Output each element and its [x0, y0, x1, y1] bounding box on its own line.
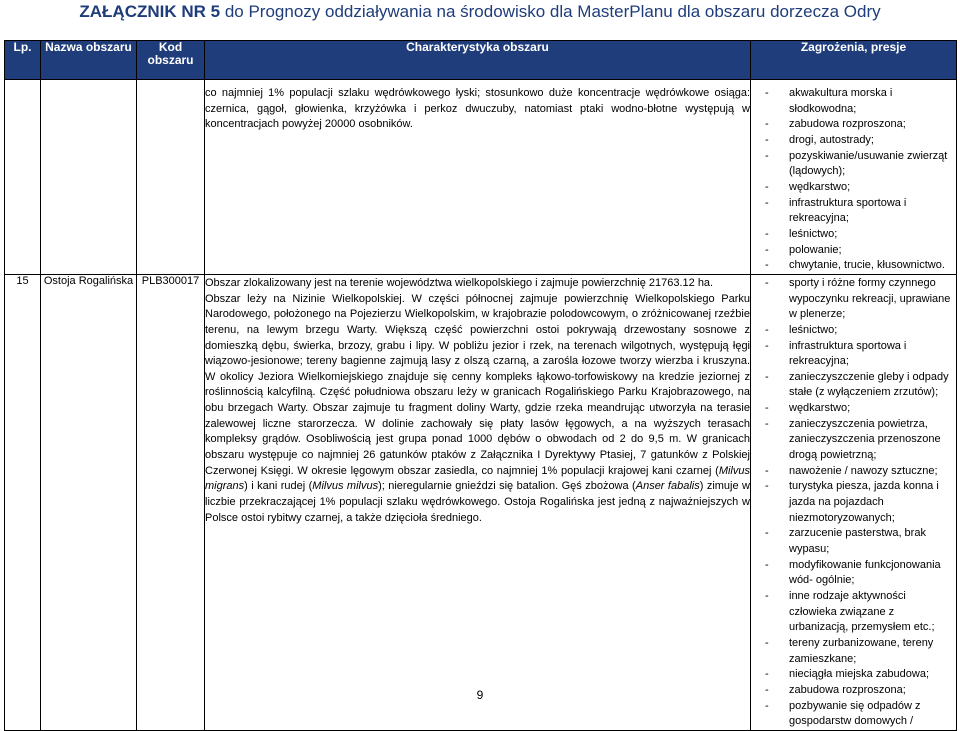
characteristics-text: co najmniej 1% populacji szlaku wędrówkowego łyski; stosunkowo duże koncentracje wędrówkowe osiąga: czernica, gągoł, głowienka, krzyżówka i perkoz dwuczuby, natomiast ptaki wodno-błotne występują w koncentracjach powyżej 20000 osobników.	[205, 87, 750, 131]
col-header-characteristics: Charakterystyka obszaru	[205, 41, 751, 80]
species-latin: Milvus milvus	[312, 480, 379, 493]
col-header-threats: Zagrożenia, presje	[751, 41, 957, 80]
title-text: do Prognozy oddziaływania na środowisko dla MasterPlanu dla obszaru dorzecza Odry	[220, 2, 881, 21]
species-latin: Milvus migrans	[205, 464, 750, 493]
threat-item: - modyfikowanie funkcjonowania wód- ogólnie;	[751, 558, 956, 589]
areas-table	[4, 40, 957, 731]
name-cell-empty	[41, 80, 137, 275]
characteristics-cell	[205, 80, 751, 275]
threat-item: - infrastruktura sportowa i rekreacyjna;	[751, 196, 956, 227]
threat-item: - turystyka piesza, jazda konna i jazda na pojazdach niezmotoryzowanych;	[751, 479, 956, 526]
threats-cell	[751, 80, 957, 275]
col-header-lp: Lp.	[5, 41, 41, 80]
characteristics-paragraph: Obszar zlokalizowany jest na terenie województwa wielkopolskiego i zajmuje powierzchnię 21763.12 ha.	[205, 276, 714, 289]
species-latin: Anser fabalis	[635, 480, 700, 493]
threat-item: - nieciągła miejska zabudowa;	[751, 667, 956, 683]
threat-item: - chwytanie, trucie, kłusownictwo.	[751, 258, 956, 274]
threat-item: - drogi, autostrady;	[751, 133, 956, 149]
threat-item: - sporty i różne formy czynnego wypoczynku rekreacji, uprawiane w plenerze;	[751, 276, 956, 323]
table-row	[5, 274, 957, 730]
characteristics-text: Obszar leży na Nizinie Wielkopolskiej. W części północnej zajmuje powierzchnię Wielkopolskiego Parku Narodowego, położonego na Pojezierzu Wielkopolskim, w krajobrazie polodowcowym, o zróżnicowanej rzeźbie terenu, na lewym brzegu Warty. Większą część powierzchni ostoi pokrywają drzewostany sosnowe z domieszką dębu, świerka, brzozy, grabu i lipy. W pobliżu jezior i rzek, na terenach wilgotnych, występują łęgi wiązowo-jesionowe; tereny bagienne zajmują lasy z olszą czarną, a zarośla łozowe tworzy wierzba i kruszyna. W okolicy Jeziora Wielkomiejskiego znajduje się cenny kompleks łąkowo-torfowiskowy na kredzie jeziornej z roślinnością kalcyfilną. Część południowa obszaru leży w granicach Rogalińskiego Parku Krajobrazowego, na obu brzegach Warty. Obszar zajmuje tu fragment doliny Warty, gdzie rzeka meandrując utworzyła na terasie zalewowej liczne starorzecza. W dolinie zachowały się płaty lasów łęgowych, a na wyższych terasach kompleksy grądów. Osobliwością jest grupa ponad 1000 dębów o obwodach od 2 do 9,5 m. W granicach obszaru występuje co najmniej 26 gatunków ptaków z Załącznika I Dyrektywy Ptasiej, 7 gatunków z Polskiej Czerwonej Księgi. W okresie lęgowym obszar zasiedla, co najmniej 1% populacji krajowej kani czarnej (	[205, 292, 750, 477]
table-header-row	[5, 41, 957, 80]
threat-item: - infrastruktura sportowa i rekreacyjna;	[751, 339, 956, 370]
threat-item: - wędkarstwo;	[751, 401, 956, 417]
threat-item: - zarzucenie pasterstwa, brak wypasu;	[751, 526, 956, 557]
page-title	[0, 0, 960, 26]
page-number: 9	[476, 688, 484, 702]
characteristics-text: ) i kani rudej (	[244, 480, 313, 493]
threat-item: - akwakultura morska i słodkowodna;	[751, 86, 956, 117]
characteristics-text: ); nieregularnie gnieździ się batalion. Gęś zbożowa (	[378, 480, 636, 493]
threat-item: - zabudowa rozproszona;	[751, 683, 956, 699]
threat-item: - polowanie;	[751, 243, 956, 259]
table-row-continuation	[5, 80, 957, 275]
characteristics-paragraph	[205, 292, 750, 527]
threat-item: - leśnictwo;	[751, 323, 956, 339]
threats-list	[751, 276, 956, 730]
characteristics-text: ) zimuje w liczbie przekraczającej 1% populacji szlaku wędrówkowego. Ostoja Rogalińska jest jedną z najważniejszych w Polsce ostoi rybitwy czarnej, a także dzięcioła średniego.	[205, 480, 750, 524]
code-cell-empty	[137, 80, 205, 275]
threats-list	[751, 86, 956, 274]
col-header-name: Nazwa obszaru	[41, 41, 137, 80]
threat-item: - nawożenie / nawozy sztuczne;	[751, 464, 956, 480]
threats-cell	[751, 274, 957, 730]
threat-item: - zanieczyszczenia powietrza, zanieczyszczenia przenoszone drogą powietrzną;	[751, 417, 956, 464]
threat-item: - pozyskiwanie/usuwanie zwierząt (lądowych);	[751, 149, 956, 180]
threat-item: - inne rodzaje aktywności człowieka związane z urbanizacją, przemysłem etc.;	[751, 589, 956, 636]
threat-item: - wędkarstwo;	[751, 180, 956, 196]
threat-item: - zanieczyszczenie gleby i odpady stałe (z wyłączeniem zrzutów);	[751, 370, 956, 401]
threat-item: - leśnictwo;	[751, 227, 956, 243]
attachment-number: ZAŁĄCZNIK NR 5	[79, 2, 221, 21]
area-name-cell: Ostoja Rogalińska	[41, 274, 137, 730]
threat-item: - pozbywanie się odpadów z gospodarstw domowych /	[751, 699, 956, 730]
characteristics-cell	[205, 274, 751, 730]
area-code-cell: PLB300017	[137, 274, 205, 730]
lp-cell-empty	[5, 80, 41, 275]
col-header-code: Kod obszaru	[137, 41, 205, 80]
lp-cell: 15	[5, 274, 41, 730]
threat-item: - tereny zurbanizowane, tereny zamieszkane;	[751, 636, 956, 667]
threat-item: - zabudowa rozproszona;	[751, 117, 956, 133]
